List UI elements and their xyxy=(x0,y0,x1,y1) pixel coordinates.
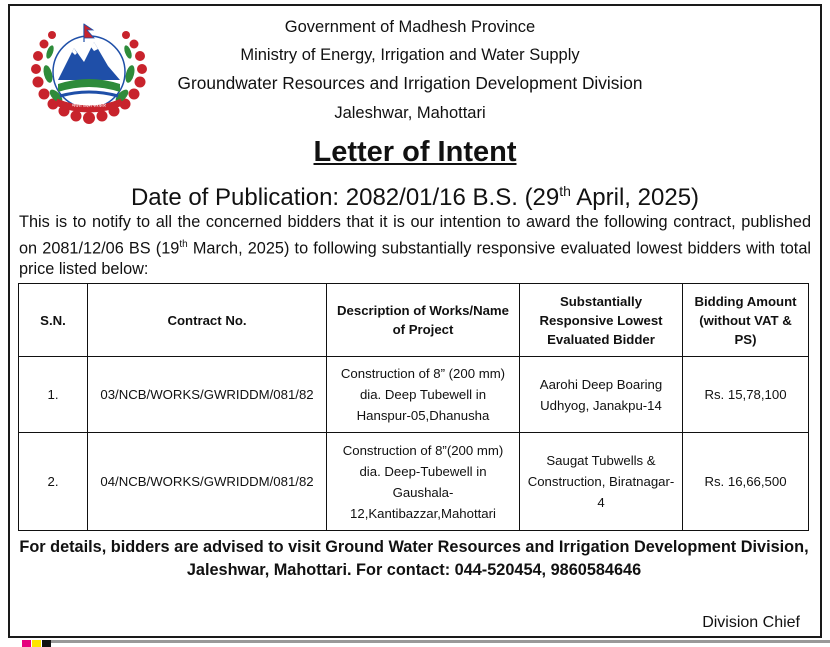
awards-table xyxy=(18,283,809,531)
cell-contract-no: 03/NCB/WORKS/GWRIDDM/081/82 xyxy=(88,357,327,433)
contact-details: For details, bidders are advised to visit Ground Water Resources and Irrigation Development Division, Jaleshwar, Mahottari. For contact: 044-520454, 9860584646 xyxy=(19,538,809,579)
table-header-row xyxy=(19,284,809,357)
intro-sup: th xyxy=(179,238,188,250)
header-contract-no: Contract No. xyxy=(88,284,327,357)
color-swatch-magenta xyxy=(22,640,31,647)
cell-description: Construction of 8”(200 mm) dia. Deep-Tubewell in Gaushala-12,Kantibazzar,Mahottari xyxy=(327,433,520,531)
cell-bidder: Aarohi Deep Boaring Udhyog, Janakpu-14 xyxy=(520,357,683,433)
table-row xyxy=(19,433,809,531)
letter-title: Letter of Intent xyxy=(313,136,517,168)
header-amount: Bidding Amount (without VAT & PS) xyxy=(683,284,809,357)
publication-date-sup: th xyxy=(559,183,571,199)
cell-sn: 1. xyxy=(19,357,88,433)
header-government: Government of Madhesh Province xyxy=(284,18,536,36)
bottom-rule xyxy=(48,640,830,643)
intro-part-2: March, 2025) to following substantially responsive evaluated lowest bidders with total price listed below: xyxy=(19,238,811,279)
cell-description: Construction of 8” (200 mm) dia. Deep Tubewell in Hanspur-05,Dhanusha xyxy=(327,357,520,433)
cell-bidder: Saugat Tubwells & Construction, Biratnagar-4 xyxy=(520,433,683,531)
cell-sn: 2. xyxy=(19,433,88,531)
publication-date-suffix: April, 2025) xyxy=(570,184,700,211)
emblem-ribbon-text: मधेश प्रदेश सरकार xyxy=(72,103,106,109)
cell-contract-no: 04/NCB/WORKS/GWRIDDM/081/82 xyxy=(88,433,327,531)
header-location: Jaleshwar, Mahottari xyxy=(334,104,486,122)
header-bidder: Substantially Responsive Lowest Evaluated Bidder xyxy=(520,284,683,357)
table-row xyxy=(19,357,809,433)
color-swatch-black xyxy=(42,640,51,647)
publication-date xyxy=(0,176,830,213)
header-description: Description of Works/Name of Project xyxy=(327,284,520,357)
intro-paragraph xyxy=(19,212,811,281)
color-swatch-yellow xyxy=(32,640,41,647)
cell-amount: Rs. 15,78,100 xyxy=(683,357,809,433)
cell-amount: Rs. 16,66,500 xyxy=(683,433,809,531)
intro-part-1: This is to notify to all the concerned bidders that it is our intention to award the following contract, published on 2081/12/06 BS (19 xyxy=(19,213,811,257)
header-ministry: Ministry of Energy, Irrigation and Water Supply xyxy=(240,46,580,64)
madhesh-province-emblem xyxy=(28,22,150,126)
header-division: Groundwater Resources and Irrigation Development Division xyxy=(177,73,643,93)
publication-date-prefix: Date of Publication: 2082/01/16 B.S. (29 xyxy=(130,184,560,211)
signatory: Division Chief xyxy=(702,614,800,631)
header-sn: S.N. xyxy=(19,284,88,357)
